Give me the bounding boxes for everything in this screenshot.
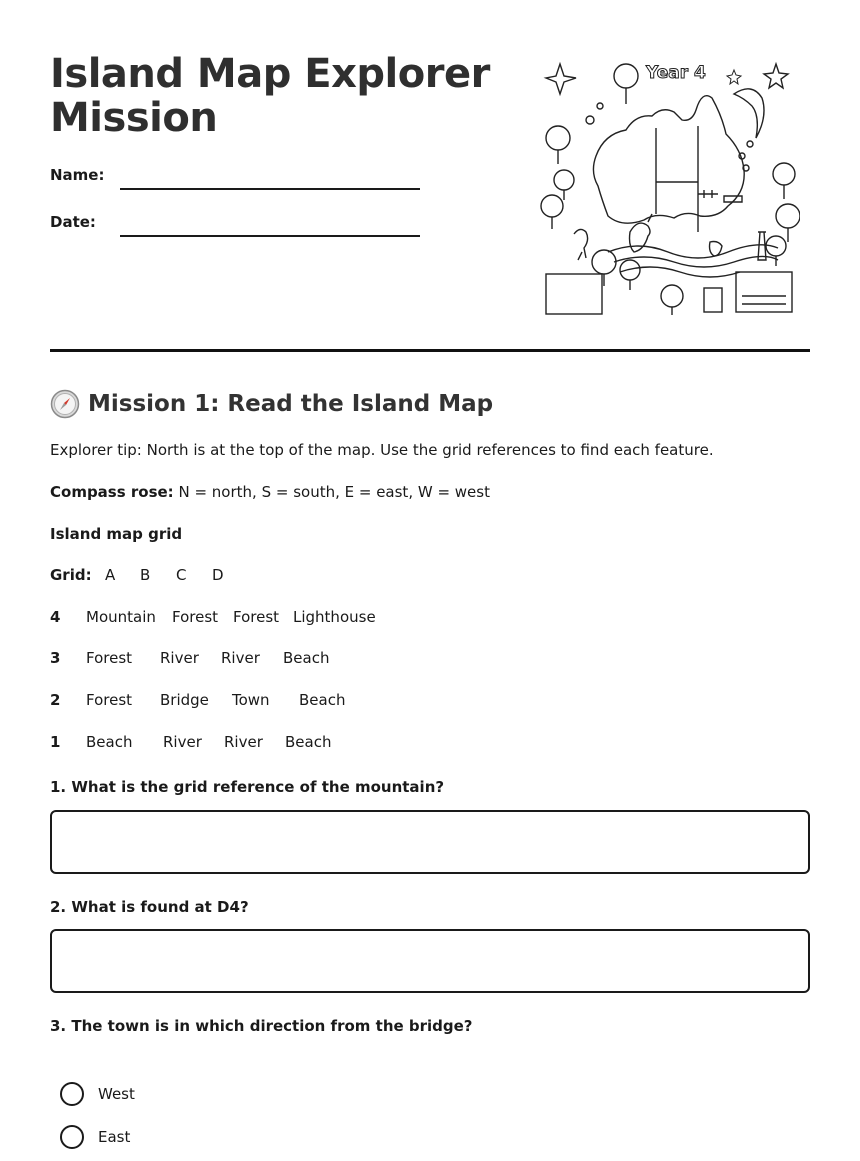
grid-cell: River xyxy=(224,733,263,751)
title-line-1: Island Map Explorer xyxy=(50,51,490,97)
grid-row-4 xyxy=(50,606,450,628)
grid-cell: Forest xyxy=(172,608,219,626)
compass-icon xyxy=(50,389,80,419)
grid-column-label: B xyxy=(140,566,151,584)
grid-cell: Lighthouse xyxy=(293,608,376,626)
grid-cell: Bridge xyxy=(160,691,209,709)
grid-cell: Mountain xyxy=(86,608,156,626)
star-icon xyxy=(546,64,576,94)
compass-rose-label: Compass rose: xyxy=(50,483,174,501)
worksheet-title xyxy=(50,52,510,140)
radio-button[interactable] xyxy=(60,1125,84,1149)
year-badge-text: Year 4 xyxy=(646,63,706,83)
radio-button[interactable] xyxy=(60,1082,84,1106)
compass-rose-line xyxy=(50,482,490,502)
grid-row-number: 3 xyxy=(50,649,61,667)
australia-map-illustration xyxy=(538,56,800,320)
grid-title: Island map grid xyxy=(50,525,183,543)
grid-column-label: D xyxy=(212,566,224,584)
mission-1-heading-text: Mission 1: Read the Island Map xyxy=(88,391,494,417)
grid-cell: River xyxy=(160,649,199,667)
grid-cell: Beach xyxy=(86,733,133,751)
question-2: 2. What is found at D4? xyxy=(50,898,249,916)
answer-box-1[interactable] xyxy=(50,810,810,874)
star-icon xyxy=(764,64,788,88)
explorer-tip: Explorer tip: North is at the top of the map. Use the grid references to find each feature. xyxy=(50,441,714,459)
grid-label: Grid: xyxy=(50,566,92,584)
grid-cell: Beach xyxy=(299,691,346,709)
name-row xyxy=(50,160,430,190)
question-3: 3. The town is in which direction from the bridge? xyxy=(50,1017,473,1035)
grid-row-number: 1 xyxy=(50,733,61,751)
option-east[interactable] xyxy=(60,1124,130,1150)
grid-cell: Forest xyxy=(86,691,133,709)
grid-column-label: C xyxy=(176,566,187,584)
section-divider xyxy=(50,349,810,352)
grid-header-row xyxy=(50,564,350,586)
option-label: East xyxy=(98,1128,131,1146)
grid-cell: River xyxy=(163,733,202,751)
grid-row-2 xyxy=(50,689,450,711)
name-line[interactable] xyxy=(120,188,420,190)
grid-cell: Beach xyxy=(283,649,330,667)
grid-row-3 xyxy=(50,647,450,669)
option-west[interactable] xyxy=(60,1081,135,1107)
date-label: Date: xyxy=(50,213,96,231)
grid-cell: Town xyxy=(232,691,270,709)
grid-row-number: 2 xyxy=(50,691,61,709)
grid-row-number: 4 xyxy=(50,608,61,626)
answer-box-2[interactable] xyxy=(50,929,810,993)
grid-cell: Beach xyxy=(285,733,332,751)
grid-row-1 xyxy=(50,731,450,753)
title-line-2: Mission xyxy=(50,95,218,141)
date-row xyxy=(50,207,430,237)
mission-1-heading xyxy=(50,388,493,420)
date-line[interactable] xyxy=(120,235,420,237)
grid-cell: Forest xyxy=(86,649,133,667)
question-1: 1. What is the grid reference of the mountain? xyxy=(50,778,445,796)
compass-rose-text: N = north, S = south, E = east, W = west xyxy=(178,483,490,501)
name-label: Name: xyxy=(50,166,105,184)
grid-column-label: A xyxy=(105,566,116,584)
option-label: West xyxy=(98,1085,135,1103)
grid-cell: Forest xyxy=(233,608,280,626)
grid-cell: River xyxy=(221,649,260,667)
